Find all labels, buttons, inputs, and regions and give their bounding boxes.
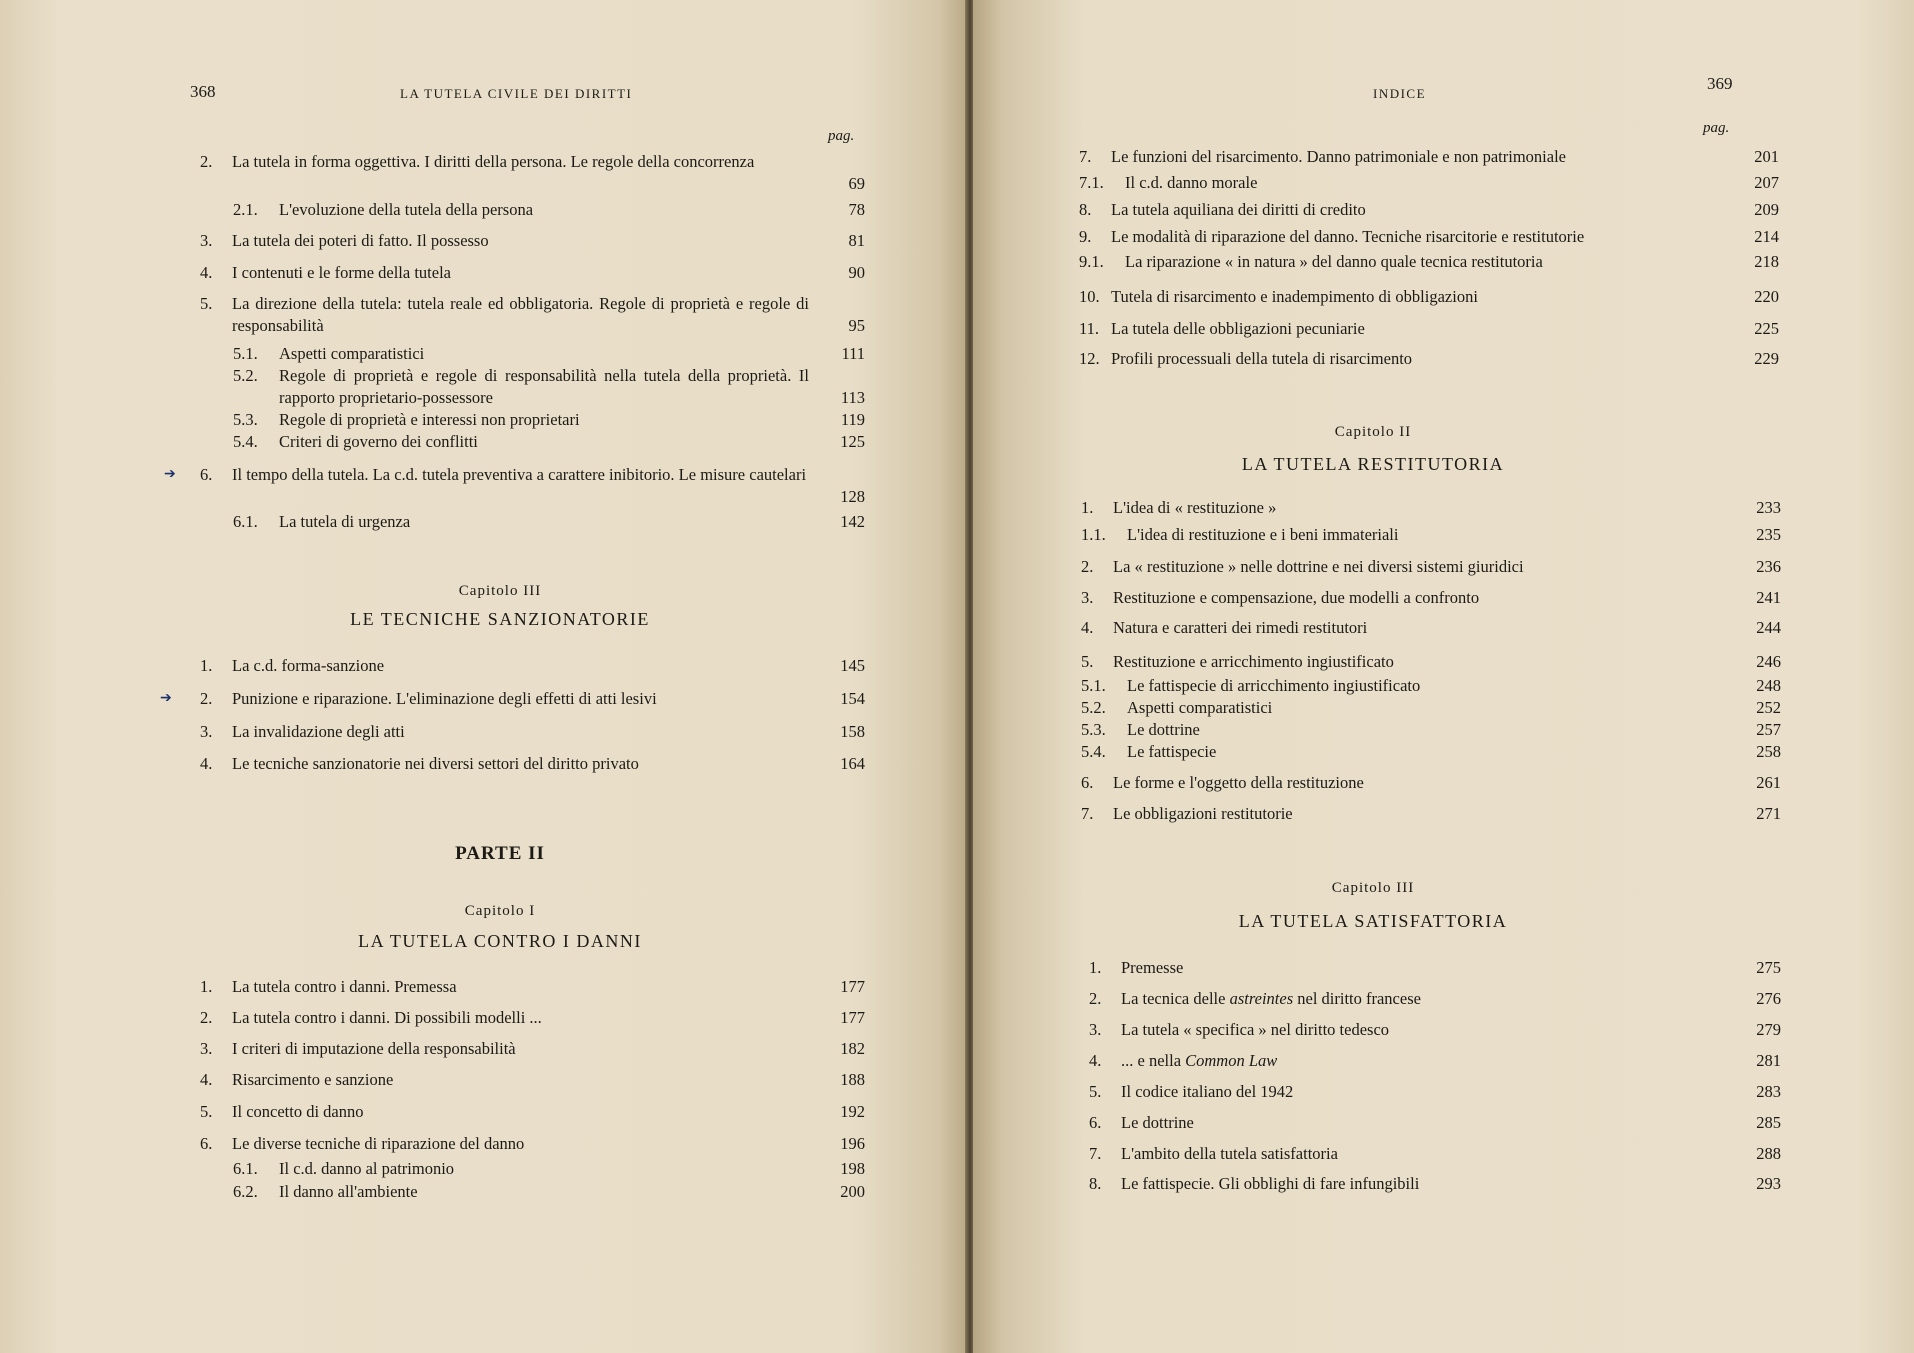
toc-entry-number: 5.2. [233, 366, 258, 385]
toc-entry [1089, 1143, 1781, 1165]
toc-entry-title: Aspetti comparatistici [1127, 698, 1273, 717]
toc-entry-number: 12. [1079, 349, 1100, 368]
toc-entry-page: 78 [848, 200, 865, 219]
toc-entry-page: 182 [840, 1039, 865, 1058]
toc-entry-number: 9. [1079, 227, 1092, 246]
toc-entry-title: La tutela aquiliana dei diritti di credito [1111, 200, 1366, 219]
toc-entry-number: 5. [200, 294, 213, 313]
toc-entry-title: Le modalità di riparazione del danno. Tecniche risarcitorie e restitutorie [1111, 227, 1585, 246]
page-number: 369 [1707, 74, 1733, 93]
running-head: LA TUTELA CIVILE DEI DIRITTI [400, 86, 633, 101]
toc-entry-title: La invalidazione degli atti [232, 722, 405, 741]
toc-entry-page: 209 [1754, 200, 1779, 219]
toc-entry-page: 177 [840, 1008, 865, 1027]
toc-entry [200, 655, 865, 677]
toc-entry-title: La tecnica delle astreintes nel diritto francese [1121, 989, 1421, 1008]
toc-entry-number: 5.4. [233, 432, 258, 451]
margin-mark: ➔ [160, 691, 172, 706]
toc-entry-title: La tutela « specifica » nel diritto tedesco [1121, 1020, 1390, 1039]
toc-entry-title: Regole di proprietà e interessi non proprietari [279, 410, 580, 429]
toc-entry-number: 4. [200, 263, 213, 282]
toc-entry-title: Le diverse tecniche di riparazione del danno [232, 1134, 525, 1153]
toc-entry [1089, 1019, 1781, 1041]
toc-entry-page: 201 [1754, 147, 1779, 166]
toc-entry-number: 11. [1079, 319, 1100, 338]
running-head: INDICE [1373, 86, 1427, 101]
toc-entry-number: 2. [1089, 989, 1102, 1008]
toc-entry [1081, 617, 1781, 639]
toc-entry-title: Il c.d. danno morale [1125, 173, 1258, 192]
toc-entry-title: La tutela di urgenza [279, 512, 411, 531]
toc-entry-title: L'ambito della tutela satisfattoria [1121, 1144, 1338, 1163]
toc-entry-page: 200 [840, 1182, 865, 1201]
toc-entry-title: I criteri di imputazione della responsabilità [232, 1039, 516, 1058]
toc-entry [200, 976, 865, 998]
toc-entry-title: L'idea di « restituzione » [1113, 498, 1277, 517]
toc-entry-number: 6.1. [233, 512, 258, 531]
toc-entry-number: 6.1. [233, 1159, 258, 1178]
toc-entry [1081, 697, 1781, 719]
toc-entry [1079, 348, 1779, 370]
toc-entry-title: Le forme e l'oggetto della restituzione [1113, 773, 1364, 792]
toc-entry-title: Le fattispecie. Gli obblighi di fare infungibili [1121, 1174, 1420, 1193]
chapter-title: LE TECNICHE SANZIONATORIE [350, 609, 650, 629]
toc-entry-page: 248 [1756, 676, 1781, 695]
toc-entry-page: 235 [1756, 525, 1781, 544]
toc-entry [1089, 1081, 1781, 1103]
toc-entry [1089, 1173, 1781, 1195]
toc-entry [1089, 988, 1781, 1010]
toc-entry-page: 241 [1756, 588, 1781, 607]
toc-entry-page: 220 [1754, 287, 1779, 306]
toc-entry-title: Criteri di governo dei conflitti [279, 432, 478, 451]
toc-entry [1081, 524, 1781, 546]
toc-entry-number: 5.3. [233, 410, 258, 429]
toc-entry-number: 2. [200, 689, 213, 708]
toc-entry-title: Restituzione e compensazione, due modelli a confronto [1113, 588, 1480, 607]
toc-entry-title: L'evoluzione della tutela della persona [279, 200, 534, 219]
toc-entry-number: 3. [200, 722, 213, 741]
toc-entry-page: 275 [1756, 958, 1781, 977]
toc-entry-title: Aspetti comparatistici [279, 344, 425, 363]
toc-entry [200, 1133, 865, 1155]
toc-entry-title: La « restituzione » nelle dottrine e nei diversi sistemi giuridici [1113, 557, 1524, 576]
toc-entry-number: 10. [1079, 287, 1100, 306]
toc-entry [200, 464, 865, 506]
chapter-label: Capitolo III [1331, 880, 1415, 896]
toc-entry-page: 214 [1754, 227, 1779, 246]
toc-entry [200, 293, 865, 335]
toc-entry-page: 279 [1756, 1020, 1781, 1039]
toc-entry-title: La tutela contro i danni. Di possibili modelli ... [232, 1008, 542, 1027]
toc-entry-title: Il tempo della tutela. La c.d. tutela preventiva a carattere inibitorio. Le misure cautelari [232, 465, 807, 484]
margin-mark: ➔ [164, 467, 176, 482]
toc-entry-title: Profili processuali della tutela di risarcimento [1111, 349, 1413, 368]
toc-entry-page: 113 [840, 388, 865, 407]
toc-entry [200, 1069, 865, 1091]
toc-entry-number: 5.4. [1081, 742, 1106, 761]
chapter-title: LA TUTELA RESTITUTORIA [1241, 454, 1505, 474]
toc-entry-title: La riparazione « in natura » del danno quale tecnica restitutoria [1125, 252, 1543, 271]
toc-entry-number: 7. [1079, 147, 1092, 166]
toc-entry [1079, 318, 1779, 340]
chapter-label: Capitolo II [1334, 424, 1412, 440]
toc-entry-title: Le dottrine [1121, 1113, 1194, 1132]
toc-entry-title: La tutela in forma oggettiva. I diritti della persona. Le regole della concorrenza [232, 152, 755, 171]
toc-entry-title: Regole di proprietà e regole di responsabilità nella tutela della proprietà. Il rapporto proprietario-possessore [279, 366, 809, 407]
toc-entry-number: 5.2. [1081, 698, 1106, 717]
toc-entry [233, 1158, 865, 1180]
toc-entry-page: 142 [840, 512, 865, 531]
toc-entry-page: 196 [840, 1134, 865, 1153]
toc-entry-number: 6.2. [233, 1182, 258, 1201]
toc-entry-number: 8. [1079, 200, 1092, 219]
toc-entry-page: 271 [1756, 804, 1781, 823]
toc-entry-page: 288 [1756, 1144, 1781, 1163]
toc-entry-title: La direzione della tutela: tutela reale ed obbligatoria. Regole di proprietà e regole di responsabilità [232, 294, 809, 335]
toc-entry-number: 1. [200, 656, 213, 675]
toc-entry-page: 164 [840, 754, 865, 773]
toc-entry [200, 1007, 865, 1029]
toc-entry [200, 1038, 865, 1060]
toc-entry-page: 119 [840, 410, 865, 429]
pag-label: pag. [1703, 120, 1730, 136]
toc-entry-number: 9.1. [1079, 252, 1104, 271]
toc-entry-page: 258 [1756, 742, 1781, 761]
toc-entry [1081, 772, 1781, 794]
toc-entry-title: L'idea di restituzione e i beni immateriali [1127, 525, 1399, 544]
toc-entry-page: 236 [1756, 557, 1781, 576]
toc-entry-title: Le fattispecie di arricchimento ingiustificato [1127, 676, 1421, 695]
toc-entry-number: 7. [1089, 1144, 1102, 1163]
toc-entry-title: Tutela di risarcimento e inadempimento di obbligazioni [1111, 287, 1478, 306]
toc-entry-number: 2. [200, 1008, 213, 1027]
toc-entry-title: La c.d. forma-sanzione [232, 656, 385, 675]
chapter-label: Capitolo III [458, 583, 542, 599]
toc-entry-page: 69 [848, 174, 865, 193]
toc-entry-number: 3. [200, 231, 213, 250]
toc-entry-number: 4. [1081, 618, 1094, 637]
toc-entry-page: 188 [840, 1070, 865, 1089]
toc-entry-page: 276 [1756, 989, 1781, 1008]
toc-entry [1079, 251, 1779, 273]
toc-entry [200, 1101, 865, 1123]
toc-entry-title: ... e nella Common Law [1121, 1051, 1278, 1070]
toc-entry-title: Le obbligazioni restitutorie [1113, 804, 1293, 823]
toc-entry [233, 431, 865, 453]
toc-entry-page: 192 [840, 1102, 865, 1121]
toc-entry [1079, 199, 1779, 221]
toc-entry-page: 252 [1756, 698, 1781, 717]
toc-entry-number: 5.1. [1081, 676, 1106, 695]
toc-entry [1081, 719, 1781, 741]
toc-entry-page: 261 [1756, 773, 1781, 792]
toc-entry [200, 230, 865, 252]
toc-entry-title: Le fattispecie [1127, 742, 1217, 761]
toc-entry-title: Le dottrine [1127, 720, 1200, 739]
toc-entry-page: 283 [1756, 1082, 1781, 1101]
toc-entry-page: 128 [840, 487, 865, 506]
toc-entry-page: 95 [848, 316, 865, 335]
chapter-title: LA TUTELA CONTRO I DANNI [358, 931, 642, 951]
toc-entry [200, 688, 865, 710]
toc-entry-number: 3. [200, 1039, 213, 1058]
toc-entry-number: 8. [1089, 1174, 1102, 1193]
toc-entry [233, 365, 865, 407]
toc-entry-number: 6. [200, 465, 213, 484]
toc-entry [1089, 957, 1781, 979]
toc-entry [1079, 172, 1779, 194]
toc-entry-page: 293 [1756, 1174, 1781, 1193]
toc-entry-page: 218 [1754, 252, 1779, 271]
chapter-label: Capitolo I [464, 903, 536, 919]
chapter-title: LA TUTELA SATISFATTORIA [1238, 911, 1508, 931]
toc-entry-title: Il c.d. danno al patrimonio [279, 1159, 455, 1178]
toc-entry-number: 1.1. [1081, 525, 1106, 544]
toc-entry [200, 151, 865, 193]
toc-entry-title: Punizione e riparazione. L'eliminazione degli effetti di atti lesivi [232, 689, 657, 708]
toc-entry-title: Le funzioni del risarcimento. Danno patrimoniale e non patrimoniale [1111, 147, 1566, 166]
part-heading: PARTE II [455, 843, 545, 864]
toc-entry-title: La tutela contro i danni. Premessa [232, 977, 457, 996]
page-number: 368 [190, 82, 216, 101]
toc-entry-number: 2.1. [233, 200, 258, 219]
toc-entry-number: 2. [1081, 557, 1094, 576]
toc-entry [200, 262, 865, 284]
toc-entry-title: Restituzione e arricchimento ingiustificato [1113, 652, 1394, 671]
toc-entry-title: Le tecniche sanzionatorie nei diversi settori del diritto privato [232, 754, 639, 773]
toc-entry [1081, 675, 1781, 697]
toc-entry-title: Natura e caratteri dei rimedi restitutori [1113, 618, 1368, 637]
toc-entry [233, 199, 865, 221]
toc-entry-number: 5.1. [233, 344, 258, 363]
toc-entry-title: I contenuti e le forme della tutela [232, 263, 451, 282]
toc-entry-number: 3. [1089, 1020, 1102, 1039]
toc-entry [1081, 741, 1781, 763]
toc-entry [233, 1181, 865, 1203]
toc-entry [1079, 226, 1779, 248]
toc-entry-number: 6. [1081, 773, 1094, 792]
toc-entry-title: La tutela delle obbligazioni pecuniarie [1111, 319, 1365, 338]
toc-entry-number: 4. [200, 754, 213, 773]
toc-entry [1081, 497, 1781, 519]
toc-entry-page: 90 [848, 263, 865, 282]
toc-entry-number: 6. [200, 1134, 213, 1153]
toc-entry [233, 409, 865, 431]
toc-entry-page: 257 [1756, 720, 1781, 739]
toc-entry [233, 343, 865, 365]
toc-entry-page: 158 [840, 722, 865, 741]
toc-entry-number: 1. [200, 977, 213, 996]
pag-label: pag. [828, 128, 855, 144]
toc-entry-number: 1. [1081, 498, 1094, 517]
toc-entry [200, 721, 865, 743]
toc-entry [1081, 587, 1781, 609]
toc-entry-page: 145 [840, 656, 865, 675]
toc-entry-number: 2. [200, 152, 213, 171]
toc-entry-title: Risarcimento e sanzione [232, 1070, 394, 1089]
toc-entry-number: 5. [1081, 652, 1094, 671]
toc-entry-number: 4. [200, 1070, 213, 1089]
toc-entry-page: 225 [1754, 319, 1779, 338]
toc-entry-page: 81 [848, 231, 865, 250]
toc-entry-number: 7.1. [1079, 173, 1104, 192]
toc-entry-number: 7. [1081, 804, 1094, 823]
toc-entry-title: Premesse [1121, 958, 1184, 977]
toc-entry-title: Il codice italiano del 1942 [1121, 1082, 1294, 1101]
toc-entry-page: 111 [841, 344, 865, 363]
toc-entry [1079, 286, 1779, 308]
toc-entry-page: 154 [840, 689, 865, 708]
toc-entry-number: 5. [200, 1102, 213, 1121]
toc-entry [1081, 803, 1781, 825]
toc-entry-page: 246 [1756, 652, 1781, 671]
toc-entry-title: La tutela dei poteri di fatto. Il possesso [232, 231, 489, 250]
toc-entry [233, 511, 865, 533]
toc-entry-page: 125 [840, 432, 865, 451]
toc-entry-page: 198 [840, 1159, 865, 1178]
toc-entry-page: 229 [1754, 349, 1779, 368]
toc-entry-page: 177 [840, 977, 865, 996]
toc-entry-number: 6. [1089, 1113, 1102, 1132]
toc-entry-page: 285 [1756, 1113, 1781, 1132]
toc-entry-number: 5. [1089, 1082, 1102, 1101]
toc-entry [1079, 146, 1779, 168]
toc-entry-number: 3. [1081, 588, 1094, 607]
toc-entry [1081, 651, 1781, 673]
toc-entry-page: 244 [1756, 618, 1781, 637]
toc-entry-page: 281 [1756, 1051, 1781, 1070]
toc-entry-title: Il danno all'ambiente [279, 1182, 418, 1201]
toc-entry [1089, 1112, 1781, 1134]
toc-entry [1081, 556, 1781, 578]
toc-entry-number: 1. [1089, 958, 1102, 977]
toc-entry-page: 233 [1756, 498, 1781, 517]
toc-entry-number: 4. [1089, 1051, 1102, 1070]
toc-entry-number: 5.3. [1081, 720, 1106, 739]
toc-entry [1089, 1050, 1781, 1072]
toc-entry [200, 753, 865, 775]
toc-entry-title: Il concetto di danno [232, 1102, 364, 1121]
right-page [973, 0, 1914, 1353]
toc-entry-page: 207 [1754, 173, 1779, 192]
